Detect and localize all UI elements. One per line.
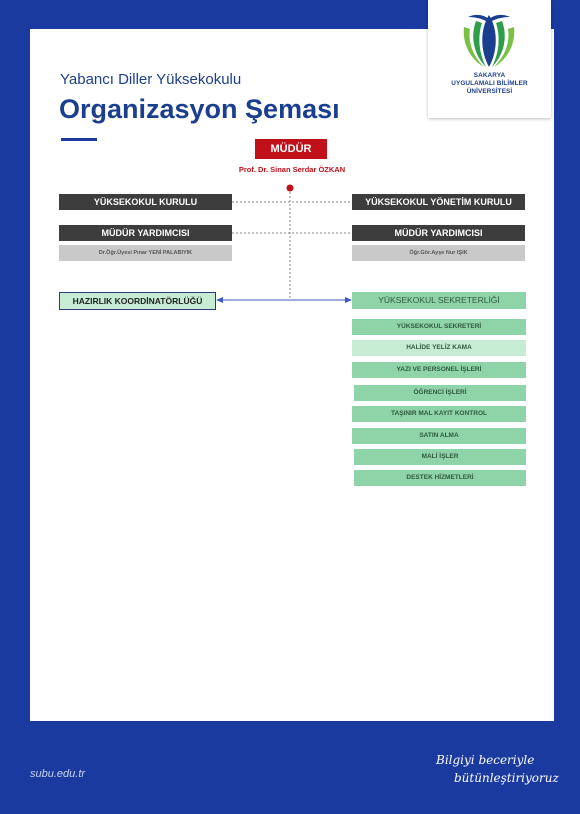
executive-board-box: YÜKSEKOKUL YÖNETİM KURULU <box>352 194 525 210</box>
logo-text-line1: SAKARYA <box>473 72 506 79</box>
logo-text-line2: UYGULAMALI BİLİMLER <box>451 80 528 87</box>
footer-slogan <box>436 751 559 787</box>
deputy-director-right-box: MÜDÜR YARDIMCISI <box>352 225 525 241</box>
school-council-box: YÜKSEKOKUL KURULU <box>59 194 232 210</box>
footer-url-link[interactable]: subu.edu.tr <box>30 768 86 780</box>
page-subtitle: Yabancı Diller Yüksekokulu <box>60 71 242 88</box>
slogan-line2: bütünleştiriyoruz <box>454 771 559 785</box>
preparatory-coordination-box: HAZIRLIK KOORDİNATÖRLÜĞÜ <box>59 292 216 310</box>
unit-box-purchasing: SATIN ALMA <box>352 428 526 444</box>
unit-box-movable-property: TAŞINIR MAL KAYIT KONTROL <box>352 406 526 422</box>
unit-box-support-services: DESTEK HİZMETLERİ <box>354 470 526 486</box>
deputy-director-left-name: Dr.Öğr.Üyesi Pınar YENİ PALABIYIK <box>59 245 232 261</box>
logo-text-line3: ÜNİVERSİTESİ <box>466 88 513 95</box>
slogan-line1: Bilgiyi beceriyle <box>436 753 535 767</box>
secretariat-box: YÜKSEKOKUL SEKRETERLİĞİ <box>352 292 526 309</box>
page-title: Organizasyon Şeması <box>59 94 340 124</box>
unit-box-personnel: YAZI VE PERSONEL İŞLERİ <box>352 362 526 378</box>
director-name: Prof. Dr. Sinan Serdar ÖZKAN <box>238 165 346 174</box>
unit-box-secretary-name: HALİDE YELİZ KAMA <box>352 340 526 356</box>
deputy-director-left-box: MÜDÜR YARDIMCISI <box>59 225 232 241</box>
unit-box-financial-affairs: MALİ İŞLER <box>354 449 526 465</box>
unit-box-secretary: YÜKSEKOKUL SEKRETERİ <box>352 319 526 335</box>
director-box: MÜDÜR <box>255 139 327 159</box>
deputy-director-right-name: Öğr.Gör.Ayşe Nur IŞIK <box>352 245 525 261</box>
unit-box-student-affairs: ÖĞRENCİ İŞLERİ <box>354 385 526 401</box>
